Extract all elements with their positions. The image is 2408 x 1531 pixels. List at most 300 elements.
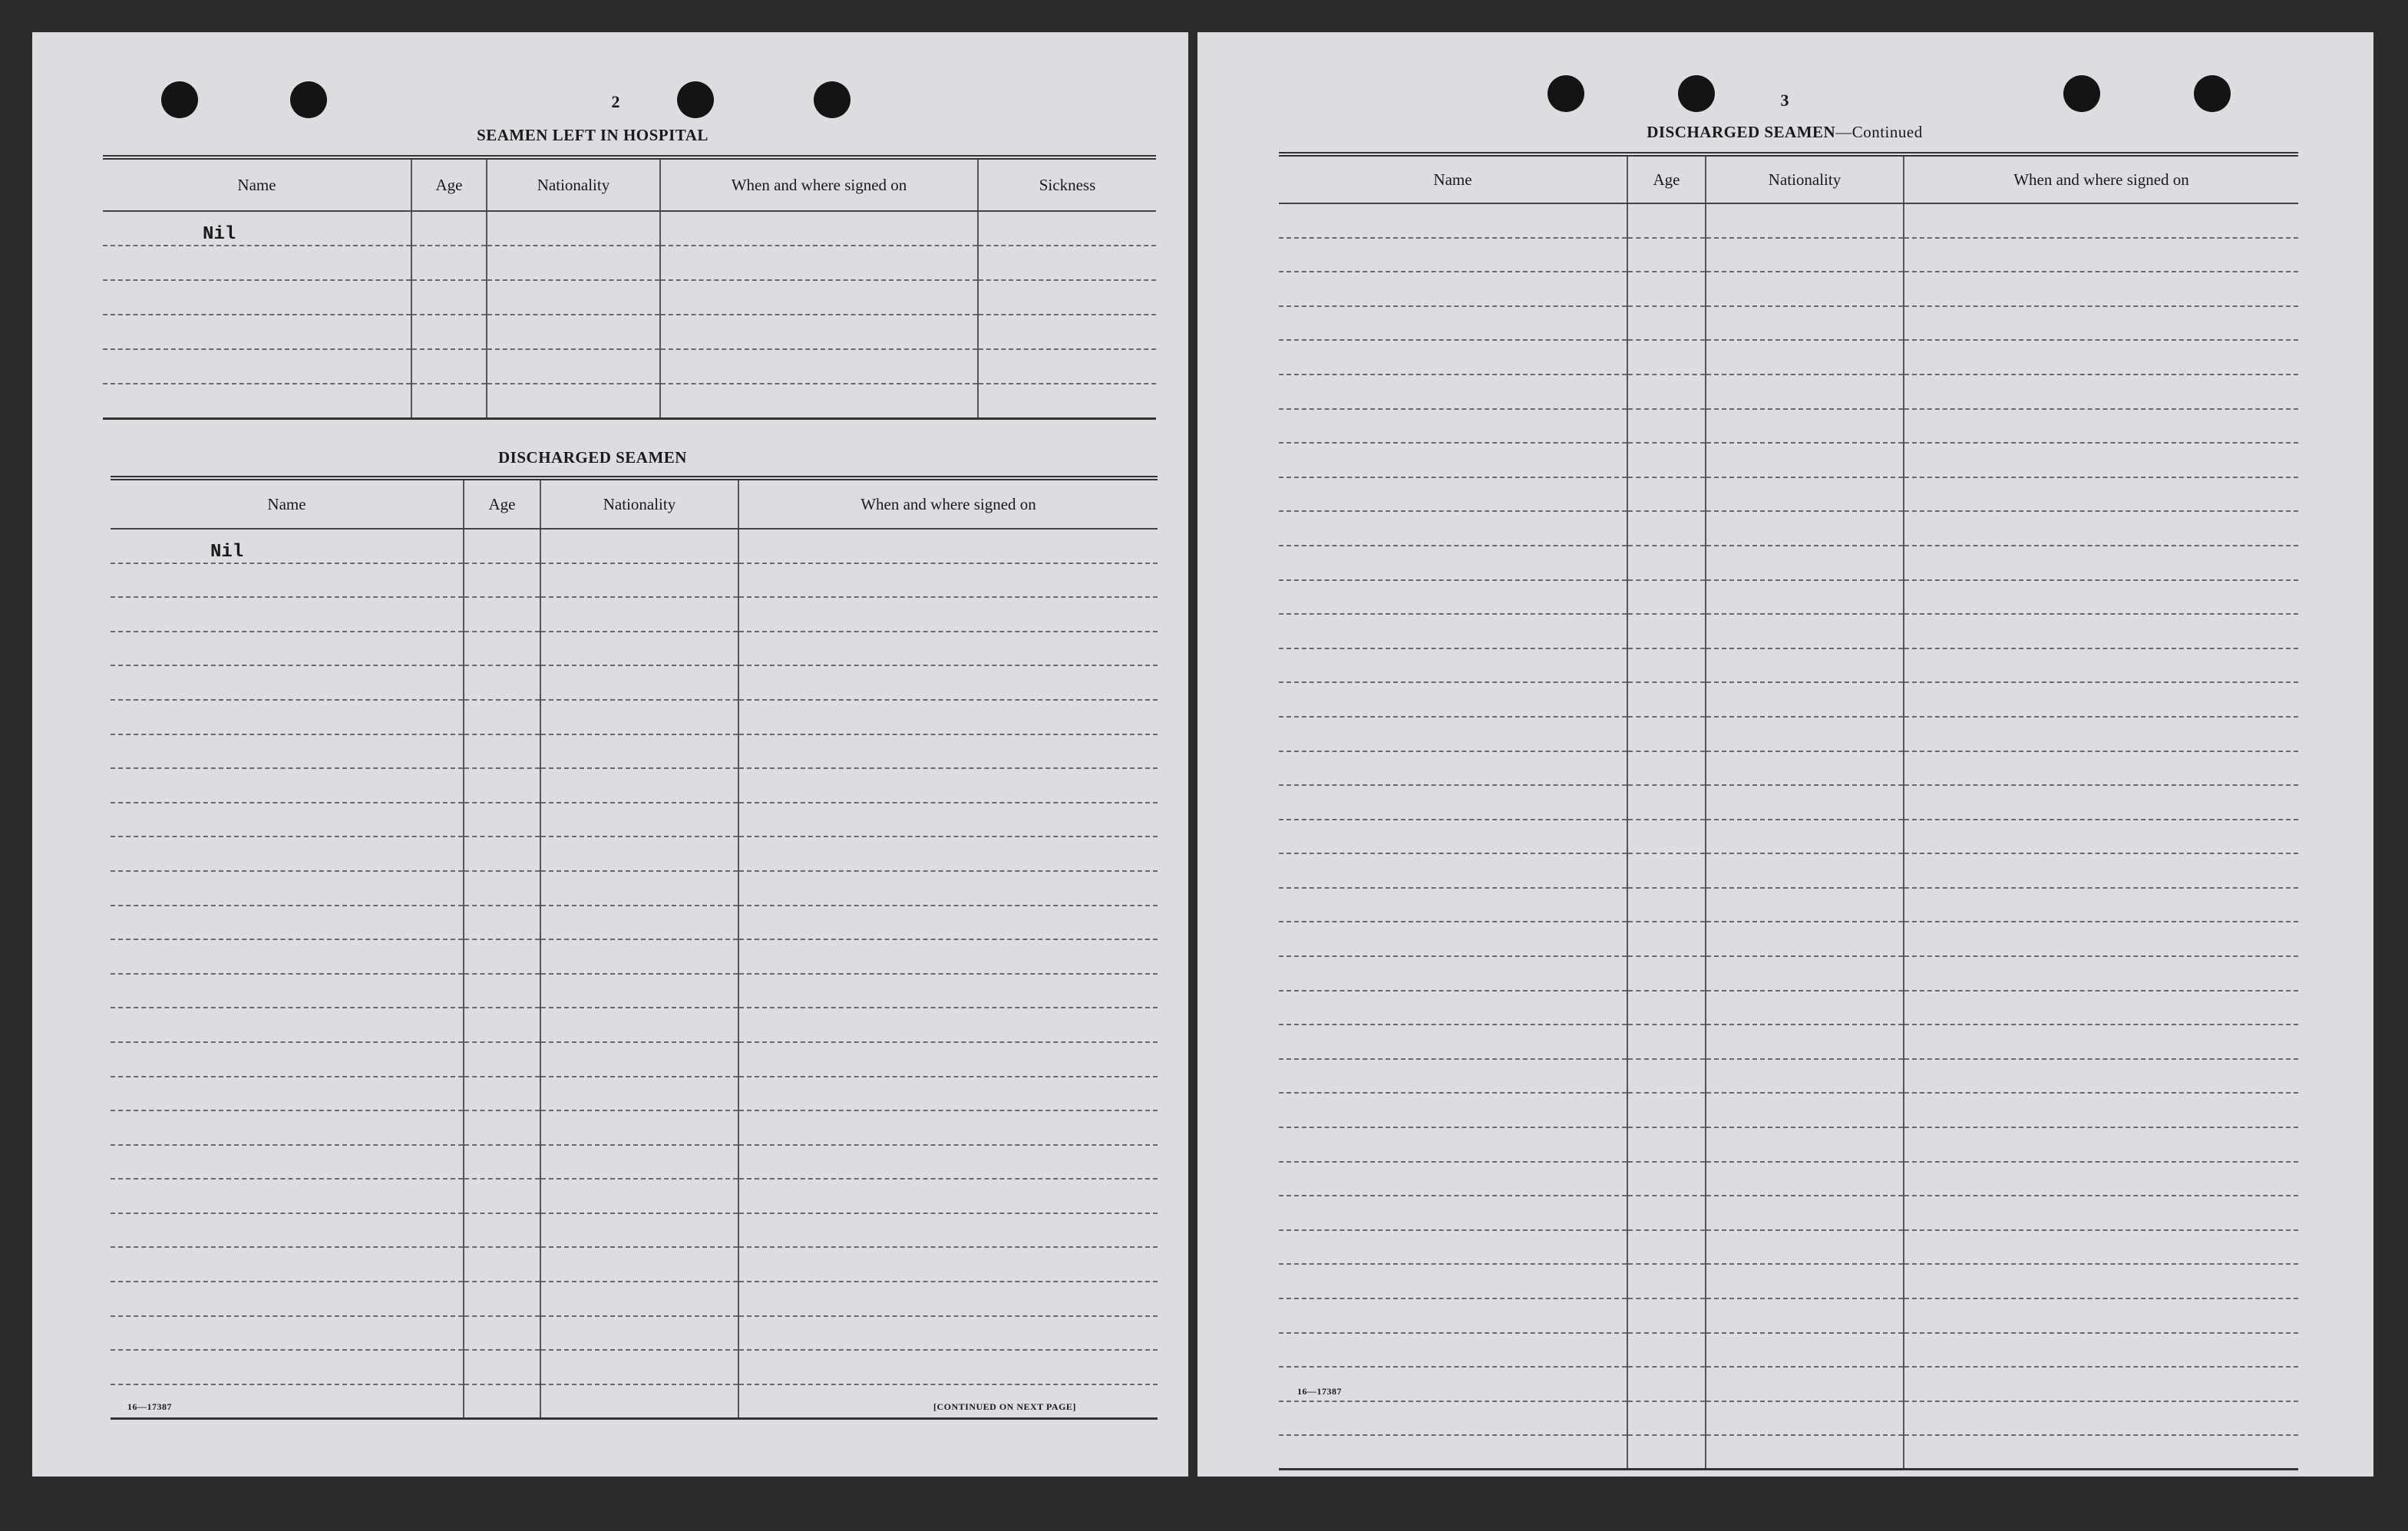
signed-on-cell bbox=[738, 700, 1158, 734]
name-cell bbox=[111, 836, 464, 871]
signed-on-cell bbox=[1904, 1333, 2298, 1368]
name-cell bbox=[1279, 443, 1627, 477]
signed-on-cell bbox=[1904, 820, 2298, 854]
table-row bbox=[111, 632, 1158, 666]
signed-on-cell bbox=[1904, 1230, 2298, 1265]
age-cell bbox=[464, 939, 540, 974]
name-cell bbox=[1279, 682, 1627, 717]
signed-on-cell bbox=[1904, 375, 2298, 409]
name-cell bbox=[1279, 511, 1627, 546]
age-cell bbox=[464, 1247, 540, 1282]
name-cell bbox=[103, 384, 411, 418]
nationality-cell bbox=[1706, 375, 1904, 409]
table-row bbox=[1279, 477, 2298, 512]
sickness-cell bbox=[978, 384, 1156, 418]
age-cell bbox=[1627, 1298, 1706, 1333]
signed-on-cell bbox=[1904, 717, 2298, 751]
age-cell bbox=[1627, 1059, 1706, 1094]
discharged-table bbox=[111, 476, 1158, 1420]
age-cell bbox=[1627, 1435, 1706, 1470]
name-cell bbox=[1279, 1127, 1627, 1162]
age-cell bbox=[464, 1008, 540, 1042]
table-row bbox=[1279, 956, 2298, 991]
name-cell bbox=[1279, 477, 1627, 512]
age-cell bbox=[1627, 614, 1706, 648]
nationality-cell bbox=[1706, 1025, 1904, 1059]
sickness-cell bbox=[978, 246, 1156, 280]
signed-on-cell bbox=[660, 349, 978, 384]
nationality-cell bbox=[540, 700, 738, 734]
nationality-cell bbox=[540, 1350, 738, 1384]
table-row bbox=[111, 1077, 1158, 1111]
signed-on-cell bbox=[1904, 409, 2298, 444]
age-cell bbox=[411, 246, 487, 280]
nationality-cell bbox=[1706, 956, 1904, 991]
signed-on-cell bbox=[1904, 614, 2298, 648]
table-row bbox=[1279, 922, 2298, 956]
signed-on-cell bbox=[660, 246, 978, 280]
nationality-cell bbox=[1706, 888, 1904, 922]
name-cell bbox=[111, 1282, 464, 1316]
age-cell bbox=[464, 700, 540, 734]
table-row bbox=[111, 597, 1158, 632]
signed-on-cell bbox=[738, 768, 1158, 803]
nationality-cell bbox=[1706, 1230, 1904, 1265]
nationality-cell bbox=[1706, 203, 1904, 238]
name-cell bbox=[103, 349, 411, 384]
age-cell bbox=[1627, 853, 1706, 888]
table-row bbox=[111, 1110, 1158, 1145]
age-cell bbox=[464, 1077, 540, 1111]
signed-on-cell bbox=[1904, 580, 2298, 615]
table-row bbox=[111, 1282, 1158, 1316]
continued-header-row bbox=[1279, 154, 2298, 203]
table-row bbox=[1279, 1127, 2298, 1162]
signed-on-cell bbox=[1904, 1196, 2298, 1230]
page-number: 2 bbox=[611, 92, 620, 111]
table-row bbox=[1279, 546, 2298, 580]
nationality-cell bbox=[540, 803, 738, 837]
nationality-cell bbox=[540, 1213, 738, 1248]
age-cell bbox=[1627, 238, 1706, 272]
age-cell bbox=[464, 1213, 540, 1248]
age-cell bbox=[1627, 443, 1706, 477]
nationality-cell bbox=[487, 280, 660, 315]
age-cell bbox=[464, 1316, 540, 1351]
column-header-sickness: Sickness bbox=[978, 157, 1156, 211]
continued-note: [CONTINUED ON NEXT PAGE] bbox=[933, 1401, 1076, 1412]
sickness-cell bbox=[978, 211, 1156, 246]
signed-on-cell bbox=[738, 1350, 1158, 1384]
nationality-cell bbox=[487, 349, 660, 384]
nationality-cell bbox=[1706, 1196, 1904, 1230]
nationality-cell bbox=[1706, 991, 1904, 1025]
nationality-cell bbox=[1706, 1059, 1904, 1094]
signed-on-cell bbox=[1904, 1264, 2298, 1298]
age-cell bbox=[1627, 1264, 1706, 1298]
signed-on-cell bbox=[660, 211, 978, 246]
discharged-section-title: DISCHARGED SEAMEN bbox=[498, 448, 687, 467]
name-cell bbox=[111, 632, 464, 666]
signed-on-cell bbox=[1904, 1025, 2298, 1059]
age-cell bbox=[1627, 1401, 1706, 1436]
age-cell bbox=[1627, 477, 1706, 512]
age-cell bbox=[464, 906, 540, 940]
age-cell bbox=[1627, 306, 1706, 341]
signed-on-cell bbox=[1904, 1435, 2298, 1470]
table-row bbox=[111, 803, 1158, 837]
table-row bbox=[1279, 511, 2298, 546]
signed-on-cell bbox=[738, 1316, 1158, 1351]
signed-on-cell bbox=[738, 529, 1158, 563]
age-cell bbox=[1627, 922, 1706, 956]
name-cell bbox=[103, 315, 411, 349]
signed-on-cell bbox=[738, 1247, 1158, 1282]
column-header-nationality: Nationality bbox=[540, 478, 738, 529]
signed-on-cell bbox=[1904, 238, 2298, 272]
name-cell bbox=[1279, 648, 1627, 683]
name-cell bbox=[111, 1316, 464, 1351]
table-row bbox=[1279, 682, 2298, 717]
form-number: 16—17387 bbox=[1297, 1386, 1342, 1397]
nationality-cell bbox=[540, 529, 738, 563]
table-row bbox=[111, 563, 1158, 598]
column-header-signed-on: When and where signed on bbox=[1904, 154, 2298, 203]
name-cell bbox=[111, 939, 464, 974]
age-cell bbox=[464, 665, 540, 700]
age-cell bbox=[1627, 717, 1706, 751]
nationality-cell bbox=[540, 665, 738, 700]
signed-on-cell bbox=[1904, 1298, 2298, 1333]
nationality-cell bbox=[1706, 1298, 1904, 1333]
table-row bbox=[1279, 1367, 2298, 1401]
signed-on-cell bbox=[660, 315, 978, 349]
age-cell bbox=[464, 768, 540, 803]
age-cell bbox=[1627, 956, 1706, 991]
nationality-cell bbox=[1706, 443, 1904, 477]
signed-on-cell bbox=[1904, 1059, 2298, 1094]
table-row bbox=[1279, 1093, 2298, 1127]
table-row bbox=[111, 1042, 1158, 1077]
age-cell bbox=[411, 349, 487, 384]
name-cell bbox=[111, 906, 464, 940]
nationality-cell bbox=[487, 384, 660, 418]
age-cell bbox=[1627, 1367, 1706, 1401]
table-row bbox=[111, 1008, 1158, 1042]
nationality-cell bbox=[1706, 1093, 1904, 1127]
nationality-cell bbox=[1706, 306, 1904, 341]
column-header-nationality: Nationality bbox=[1706, 154, 1904, 203]
age-cell bbox=[464, 1282, 540, 1316]
name-cell bbox=[1279, 1230, 1627, 1265]
name-cell bbox=[111, 734, 464, 769]
table-row bbox=[111, 871, 1158, 906]
age-cell bbox=[464, 632, 540, 666]
signed-on-cell bbox=[660, 384, 978, 418]
signed-on-cell bbox=[738, 1282, 1158, 1316]
table-row bbox=[1279, 1333, 2298, 1368]
table-row bbox=[1279, 375, 2298, 409]
nationality-cell bbox=[487, 246, 660, 280]
age-cell bbox=[464, 1350, 540, 1384]
name-cell bbox=[1279, 375, 1627, 409]
table-row bbox=[1279, 1059, 2298, 1094]
nationality-cell bbox=[1706, 340, 1904, 375]
age-cell bbox=[411, 211, 487, 246]
signed-on-cell bbox=[1904, 272, 2298, 306]
name-cell: Nil bbox=[111, 529, 464, 563]
nationality-cell bbox=[1706, 1367, 1904, 1401]
signed-on-cell bbox=[1904, 1367, 2298, 1401]
signed-on-cell bbox=[738, 1213, 1158, 1248]
name-cell bbox=[103, 246, 411, 280]
age-cell bbox=[411, 315, 487, 349]
name-cell bbox=[1279, 1059, 1627, 1094]
column-header-age: Age bbox=[411, 157, 487, 211]
name-cell bbox=[1279, 340, 1627, 375]
age-cell bbox=[1627, 1093, 1706, 1127]
table-row bbox=[111, 1213, 1158, 1248]
name-cell bbox=[1279, 1025, 1627, 1059]
signed-on-cell bbox=[1904, 1401, 2298, 1436]
name-cell bbox=[1279, 1264, 1627, 1298]
signed-on-cell bbox=[1904, 751, 2298, 786]
name-cell bbox=[111, 597, 464, 632]
name-cell bbox=[111, 803, 464, 837]
signed-on-cell bbox=[1904, 511, 2298, 546]
name-cell: Nil bbox=[103, 211, 411, 246]
table-row bbox=[1279, 648, 2298, 683]
nationality-cell bbox=[540, 1110, 738, 1145]
signed-on-cell bbox=[738, 836, 1158, 871]
name-cell bbox=[111, 563, 464, 598]
name-cell bbox=[111, 1179, 464, 1213]
table-row bbox=[1279, 614, 2298, 648]
table-row bbox=[1279, 991, 2298, 1025]
name-cell bbox=[1279, 580, 1627, 615]
signed-on-cell bbox=[1904, 306, 2298, 341]
punch-hole bbox=[1678, 75, 1715, 112]
hospital-table bbox=[103, 155, 1156, 420]
table-row bbox=[103, 246, 1156, 280]
signed-on-cell bbox=[738, 974, 1158, 1008]
column-header-age: Age bbox=[1627, 154, 1706, 203]
column-header-name: Name bbox=[111, 478, 464, 529]
nationality-cell bbox=[1706, 1435, 1904, 1470]
nationality-cell bbox=[540, 734, 738, 769]
name-cell bbox=[111, 1213, 464, 1248]
nationality-cell bbox=[1706, 751, 1904, 786]
signed-on-cell bbox=[738, 665, 1158, 700]
age-cell bbox=[1627, 648, 1706, 683]
table-row bbox=[111, 974, 1158, 1008]
signed-on-cell bbox=[738, 734, 1158, 769]
left-page bbox=[32, 32, 1188, 1477]
table-row bbox=[1279, 1230, 2298, 1265]
age-cell bbox=[1627, 1162, 1706, 1196]
signed-on-cell bbox=[660, 280, 978, 315]
discharged-continued-title-suffix: —Continued bbox=[1835, 123, 1923, 141]
nationality-cell bbox=[1706, 717, 1904, 751]
discharged-continued-title-main: DISCHARGED SEAMEN bbox=[1647, 123, 1836, 141]
nationality-cell bbox=[540, 871, 738, 906]
age-cell bbox=[464, 836, 540, 871]
name-cell bbox=[111, 1042, 464, 1077]
nationality-cell bbox=[1706, 272, 1904, 306]
table-row bbox=[1279, 751, 2298, 786]
signed-on-cell bbox=[1904, 1127, 2298, 1162]
nationality-cell bbox=[1706, 1162, 1904, 1196]
signed-on-cell bbox=[1904, 785, 2298, 820]
signed-on-cell bbox=[1904, 340, 2298, 375]
nationality-cell bbox=[1706, 1333, 1904, 1368]
table-row bbox=[1279, 580, 2298, 615]
hospital-header-row bbox=[103, 157, 1156, 211]
table-row bbox=[111, 665, 1158, 700]
signed-on-cell bbox=[738, 939, 1158, 974]
signed-on-cell bbox=[738, 1008, 1158, 1042]
nationality-cell bbox=[1706, 409, 1904, 444]
nationality-cell bbox=[487, 211, 660, 246]
nationality-cell bbox=[1706, 1401, 1904, 1436]
table-row bbox=[1279, 1298, 2298, 1333]
name-cell bbox=[1279, 546, 1627, 580]
table-row bbox=[111, 1247, 1158, 1282]
table-row bbox=[1279, 238, 2298, 272]
age-cell bbox=[1627, 751, 1706, 786]
nationality-cell bbox=[540, 1145, 738, 1180]
signed-on-cell bbox=[1904, 922, 2298, 956]
sickness-cell bbox=[978, 315, 1156, 349]
age-cell bbox=[411, 384, 487, 418]
name-cell bbox=[111, 1145, 464, 1180]
column-header-name: Name bbox=[103, 157, 411, 211]
age-cell bbox=[464, 871, 540, 906]
signed-on-cell bbox=[1904, 853, 2298, 888]
age-cell bbox=[1627, 409, 1706, 444]
table-row bbox=[1279, 272, 2298, 306]
age-cell bbox=[464, 1042, 540, 1077]
table-row bbox=[1279, 340, 2298, 375]
signed-on-cell bbox=[738, 803, 1158, 837]
name-cell bbox=[1279, 272, 1627, 306]
age-cell bbox=[1627, 1127, 1706, 1162]
name-cell bbox=[1279, 409, 1627, 444]
discharged-continued-title bbox=[1508, 123, 2061, 142]
age-cell bbox=[464, 1145, 540, 1180]
nationality-cell bbox=[540, 1008, 738, 1042]
table-row bbox=[111, 1350, 1158, 1384]
age-cell bbox=[1627, 511, 1706, 546]
name-cell bbox=[111, 768, 464, 803]
age-cell bbox=[464, 1384, 540, 1419]
age-cell bbox=[464, 597, 540, 632]
signed-on-cell bbox=[1904, 888, 2298, 922]
nationality-cell bbox=[540, 1247, 738, 1282]
signed-on-cell bbox=[738, 632, 1158, 666]
name-cell bbox=[1279, 1162, 1627, 1196]
age-cell bbox=[1627, 991, 1706, 1025]
table-row bbox=[103, 280, 1156, 315]
column-header-signed-on: When and where signed on bbox=[738, 478, 1158, 529]
nationality-cell bbox=[540, 1282, 738, 1316]
signed-on-cell bbox=[1904, 991, 2298, 1025]
table-row bbox=[1279, 409, 2298, 444]
table-row bbox=[111, 768, 1158, 803]
age-cell bbox=[1627, 340, 1706, 375]
form-number: 16—17387 bbox=[127, 1401, 172, 1412]
signed-on-cell bbox=[738, 563, 1158, 598]
name-cell bbox=[111, 1110, 464, 1145]
signed-on-cell bbox=[738, 1042, 1158, 1077]
table-row bbox=[1279, 717, 2298, 751]
table-row bbox=[111, 1179, 1158, 1213]
nationality-cell bbox=[1706, 648, 1904, 683]
nationality-cell bbox=[1706, 1264, 1904, 1298]
signed-on-cell bbox=[738, 1110, 1158, 1145]
table-row bbox=[111, 906, 1158, 940]
table-row bbox=[111, 939, 1158, 974]
name-cell bbox=[1279, 1196, 1627, 1230]
signed-on-cell bbox=[1904, 477, 2298, 512]
name-cell bbox=[1279, 922, 1627, 956]
signed-on-cell bbox=[738, 871, 1158, 906]
punch-hole bbox=[677, 81, 714, 118]
name-cell bbox=[111, 1008, 464, 1042]
age-cell bbox=[464, 974, 540, 1008]
table-row bbox=[1279, 306, 2298, 341]
age-cell bbox=[1627, 1230, 1706, 1265]
table-row bbox=[111, 1145, 1158, 1180]
discharged-header-row bbox=[111, 478, 1158, 529]
punch-hole bbox=[1548, 75, 1584, 112]
name-cell bbox=[111, 1077, 464, 1111]
table-row bbox=[1279, 443, 2298, 477]
name-cell bbox=[111, 700, 464, 734]
table-row bbox=[111, 700, 1158, 734]
nationality-cell bbox=[540, 597, 738, 632]
table-row bbox=[1279, 1264, 2298, 1298]
age-cell bbox=[464, 1110, 540, 1145]
age-cell bbox=[1627, 682, 1706, 717]
name-cell bbox=[103, 280, 411, 315]
name-cell bbox=[1279, 238, 1627, 272]
name-cell bbox=[1279, 1435, 1627, 1470]
table-row bbox=[1279, 1435, 2298, 1470]
nationality-cell bbox=[540, 836, 738, 871]
nationality-cell bbox=[1706, 1127, 1904, 1162]
name-cell bbox=[1279, 1333, 1627, 1368]
name-cell bbox=[1279, 888, 1627, 922]
age-cell bbox=[464, 734, 540, 769]
nationality-cell bbox=[540, 1042, 738, 1077]
name-cell bbox=[1279, 991, 1627, 1025]
table-row bbox=[1279, 888, 2298, 922]
signed-on-cell bbox=[1904, 443, 2298, 477]
nationality-cell bbox=[540, 1179, 738, 1213]
table-row bbox=[1279, 1162, 2298, 1196]
signed-on-cell bbox=[1904, 682, 2298, 717]
table-row bbox=[111, 529, 1158, 563]
name-cell bbox=[1279, 203, 1627, 238]
name-cell bbox=[1279, 1298, 1627, 1333]
age-cell bbox=[1627, 272, 1706, 306]
column-header-name: Name bbox=[1279, 154, 1627, 203]
hospital-section-title: SEAMEN LEFT IN HOSPITAL bbox=[477, 126, 709, 144]
punch-hole bbox=[290, 81, 327, 118]
table-row bbox=[1279, 785, 2298, 820]
nationality-cell bbox=[540, 1077, 738, 1111]
